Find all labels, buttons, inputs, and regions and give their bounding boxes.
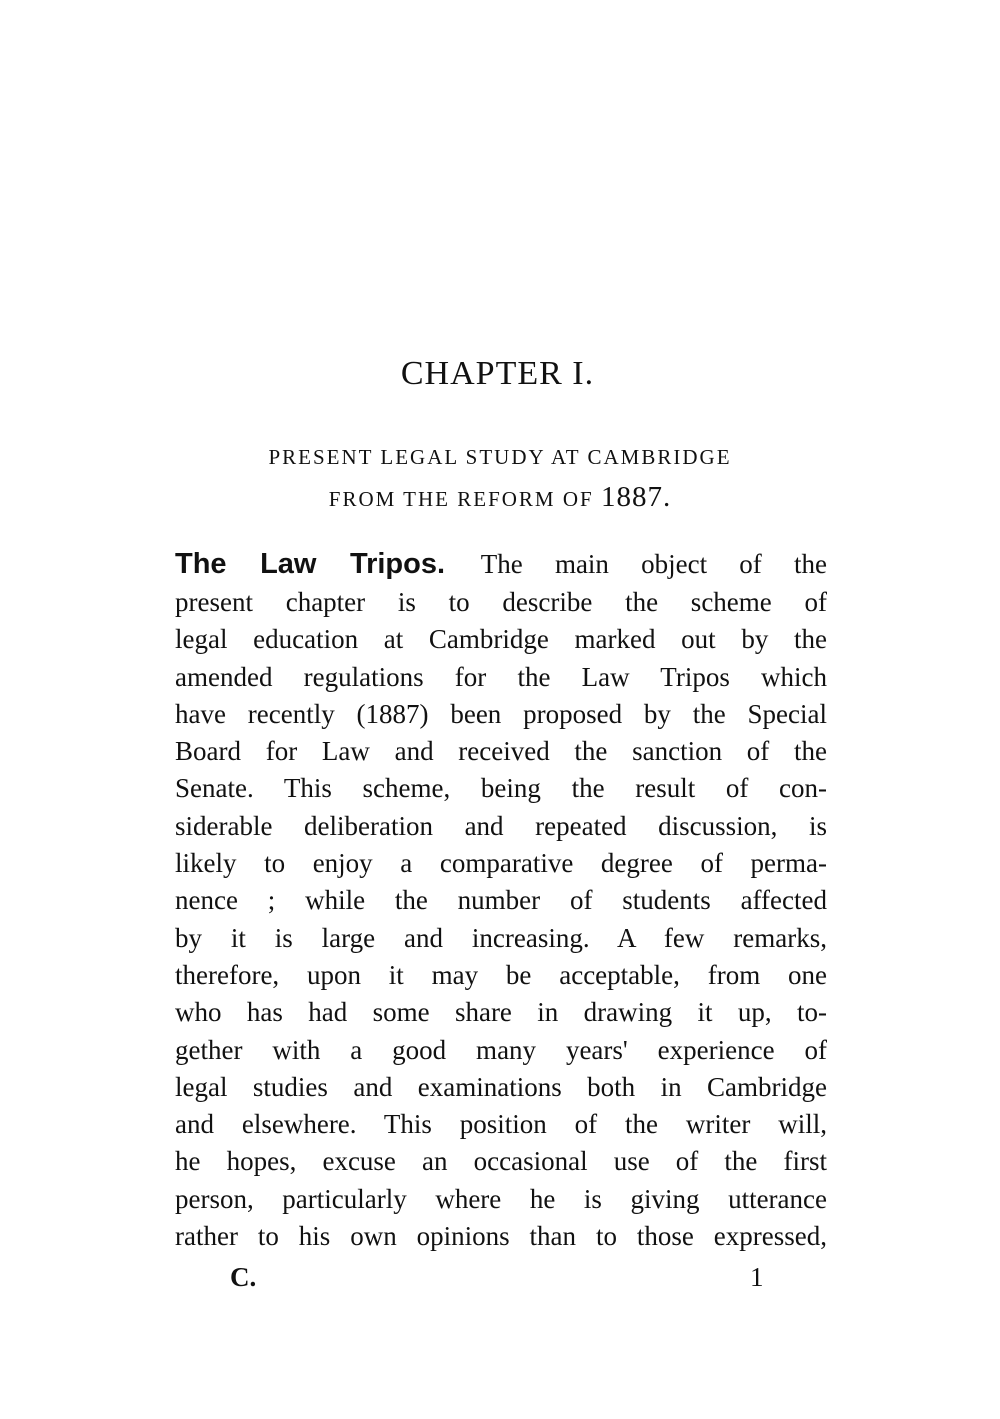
chapter-subtitle-year: 1887. [600,481,672,513]
body-line: and elsewhere. This position of the writer will, [175,1109,827,1140]
chapter-subtitle-line-2 [0,477,1000,519]
body-line: therefore, upon it may be acceptable, from one [175,959,827,990]
body-line: who has had some share in drawing it up, to- [175,997,827,1028]
body-line: Senate. This scheme, being the result of con- [175,773,827,804]
body-line: nence ; while the number of students affected [175,885,827,916]
chapter-title: CHAPTER I. [400,355,595,392]
body-line: siderable deliberation and repeated discussion, is [175,810,827,841]
body-line: likely to enjoy a comparative degree of perma- [175,848,827,879]
chapter-subtitle [0,437,1000,519]
chapter-subtitle-line-1: PRESENT LEGAL STUDY AT CAMBRIDGE [268,445,732,469]
body-line: legal studies and examinations both in Cambridge [175,1071,827,1102]
signature-mark: C. [230,1262,257,1292]
body-line: legal education at Cambridge marked out by the [175,624,827,655]
body-line: rather to his own opinions than to those expressed, [175,1221,827,1252]
body-line-1-text: The main object of the [480,549,827,579]
sidenote-heading: The Law Tripos. [175,548,446,580]
body-line: gether with a good many years' experience of [175,1034,827,1065]
body-line: by it is large and increasing. A few remarks, [175,922,827,953]
chapter-subtitle-text: FROM THE REFORM OF [328,487,594,511]
body-line: amended regulations for the Law Tripos which [175,661,827,692]
body-line: present chapter is to describe the scheme of [175,587,827,617]
body-line: person, particularly where he is giving utterance [175,1183,827,1214]
body-line: have recently (1887) been proposed by the Special [175,698,827,729]
body-line: he hopes, excuse an occasional use of the first [175,1146,827,1177]
body-text [175,546,827,1255]
body-line: Board for Law and received the sanction of the [175,736,827,767]
page-number: 1 [750,1262,764,1292]
body-line-1 [175,546,827,584]
